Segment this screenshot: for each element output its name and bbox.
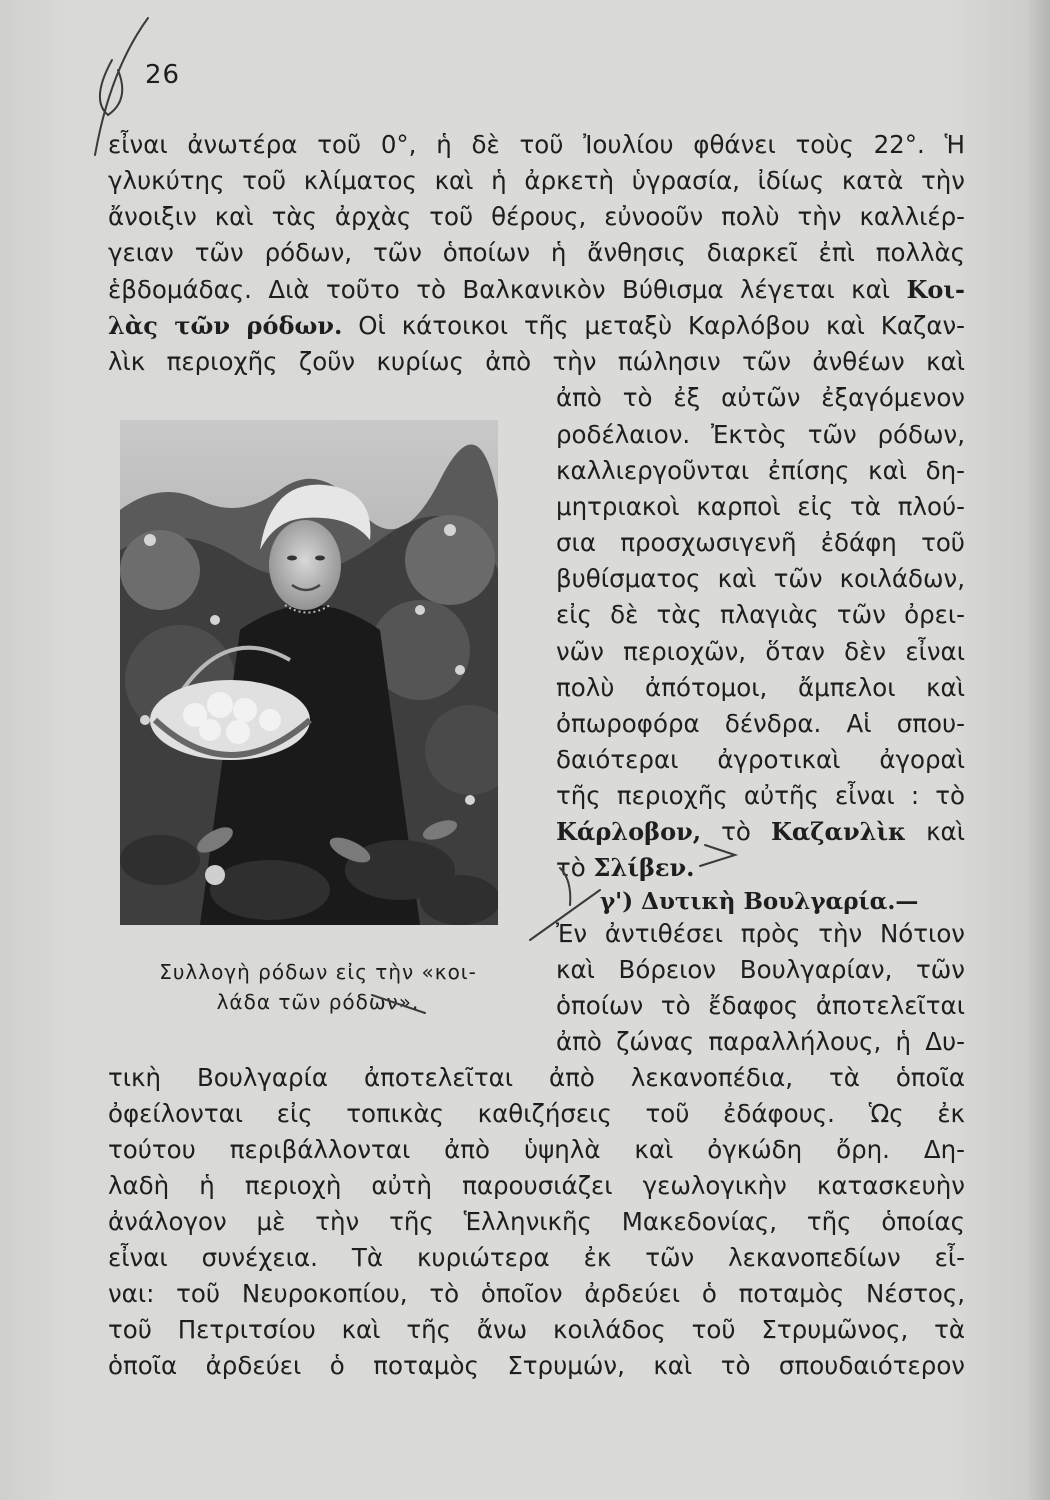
bold-term: Κάρλοβον,	[556, 817, 702, 846]
text-line: καὶ Βόρειον Βουλγαρίαν, τῶν	[556, 955, 965, 984]
bold-term: Σλίβεν.	[593, 853, 695, 882]
text-line: τικὴ Βουλγαρία ἀποτελεῖται ἀπὸ λεκανοπέδια, τὰ ὁποῖα	[108, 1063, 965, 1092]
photo-caption: λάδα τῶν ρόδων».	[216, 990, 420, 1014]
text-line: ἀπὸ ζώνας παραλλήλους, ἡ Δυ-	[556, 1027, 965, 1056]
text-line: καλλιεργοῦνται ἐπίσης καὶ δη-	[556, 456, 965, 485]
text-line: εἰς δὲ τὰς πλαγιὰς τῶν ὀρει-	[556, 600, 965, 629]
text-line: τῆς περιοχῆς αὐτῆς εἶναι : τὸ	[556, 781, 965, 810]
text-line: ροδέλαιον. Ἐκτὸς τῶν ρόδων,	[556, 420, 965, 449]
text-line: λαδὴ ἡ περιοχὴ αὐτὴ παρουσιάζει γεωλογικὴν κατασκευὴν	[108, 1171, 965, 1200]
text-line: μητριακοὶ καρποὶ εἰς τὰ πλού-	[556, 492, 965, 521]
text-line: ὀπωροφόρα δένδρα. Αἱ σπου-	[556, 709, 965, 738]
text-line: βυθίσματος καὶ τῶν κοιλάδων,	[556, 564, 965, 593]
text-line: νῶν περιοχῶν, ὅταν δὲν εἶναι	[556, 637, 965, 666]
text-run: καὶ	[926, 817, 965, 846]
text-line: ἀπὸ τὸ ἐξ αὐτῶν ἐξαγόμενον	[556, 383, 965, 412]
text-run: ἑβδομάδας. Διὰ τοῦτο τὸ Βαλκανικὸν Βύθισμα λέγεται καὶ	[108, 275, 891, 304]
text-run: τὸ	[721, 817, 751, 846]
text-run: Οἱ κάτοικοι τῆς μεταξὺ Καρλόβου καὶ Καζαν-	[358, 311, 965, 340]
text-line: ἀνάλογον μὲ τὴν τῆς Ἑλληνικῆς Μακεδονίας, τῆς ὁποίας	[108, 1207, 965, 1236]
text-line: τούτου περιβάλλονται ἀπὸ ὑψηλὰ καὶ ὀγκώδη ὄρη. Δη-	[108, 1135, 965, 1164]
text-line: εἶναι συνέχεια. Τὰ κυριώτερα ἐκ τῶν λεκανοπεδίων εἶ-	[108, 1243, 965, 1272]
text-line: εἶναι ἀνωτέρα τοῦ 0°, ἡ δὲ τοῦ Ἰουλίου φθάνει τοὺς 22°. Ἡ	[108, 130, 965, 159]
text-line: ναι: τοῦ Νευροκοπίου, τὸ ὁποῖον ἀρδεύει ὁ ποταμὸς Νέστος,	[108, 1279, 965, 1308]
text-run: τὸ	[556, 853, 586, 882]
text-line: τοῦ Πετριτσίου καὶ τῆς ἄνω κοιλάδος τοῦ Στρυμῶνος, τὰ	[108, 1315, 965, 1344]
text-line: Ἐν ἀντιθέσει πρὸς τὴν Νότιον	[556, 919, 965, 948]
text-line: ὁποίων τὸ ἔδαφος ἀποτελεῖται	[556, 991, 965, 1020]
bold-term: Καζανλὶκ	[770, 817, 907, 846]
page-number: 26	[145, 60, 181, 90]
section-heading: γ') Δυτικὴ Βουλγαρία.—	[600, 888, 919, 915]
text-line: γλυκύτης τοῦ κλίματος καὶ ἡ ἀρκετὴ ὑγρασία, ἰδίως κατὰ τὴν	[108, 166, 965, 195]
text-line: γειαν τῶν ρόδων, τῶν ὁποίων ἡ ἄνθησις διαρκεῖ ἐπὶ πολλὰς	[108, 238, 965, 267]
photo-caption: Συλλογὴ ρόδων εἰς τὴν «κοι-	[159, 960, 477, 984]
text-line: δαιότεραι ἀγροτικαὶ ἀγοραὶ	[556, 745, 965, 774]
text-line: ὀφείλονται εἰς τοπικὰς καθιζήσεις τοῦ ἐδάφους. Ὡς ἐκ	[108, 1099, 965, 1128]
text-line: λὶκ περιοχῆς ζοῦν κυρίως ἀπὸ τὴν πώλησιν τῶν ἀνθέων καὶ	[108, 347, 965, 376]
text-line: ἄνοιξιν καὶ τὰς ἀρχὰς τοῦ θέρους, εὐνοοῦν πολὺ τὴν καλλιέρ-	[108, 202, 965, 231]
text-line: σια προσχωσιγενῆ ἐδάφη τοῦ	[556, 528, 965, 557]
text-line: πολὺ ἀπότομοι, ἄμπελοι καὶ	[556, 673, 965, 702]
bold-term: λὰς τῶν ρόδων.	[108, 311, 343, 340]
text-line: ὁποῖα ἀρδεύει ὁ ποταμὸς Στρυμών, καὶ τὸ σπουδαιότερον	[108, 1351, 965, 1380]
bold-term: Κοι-	[906, 275, 965, 304]
